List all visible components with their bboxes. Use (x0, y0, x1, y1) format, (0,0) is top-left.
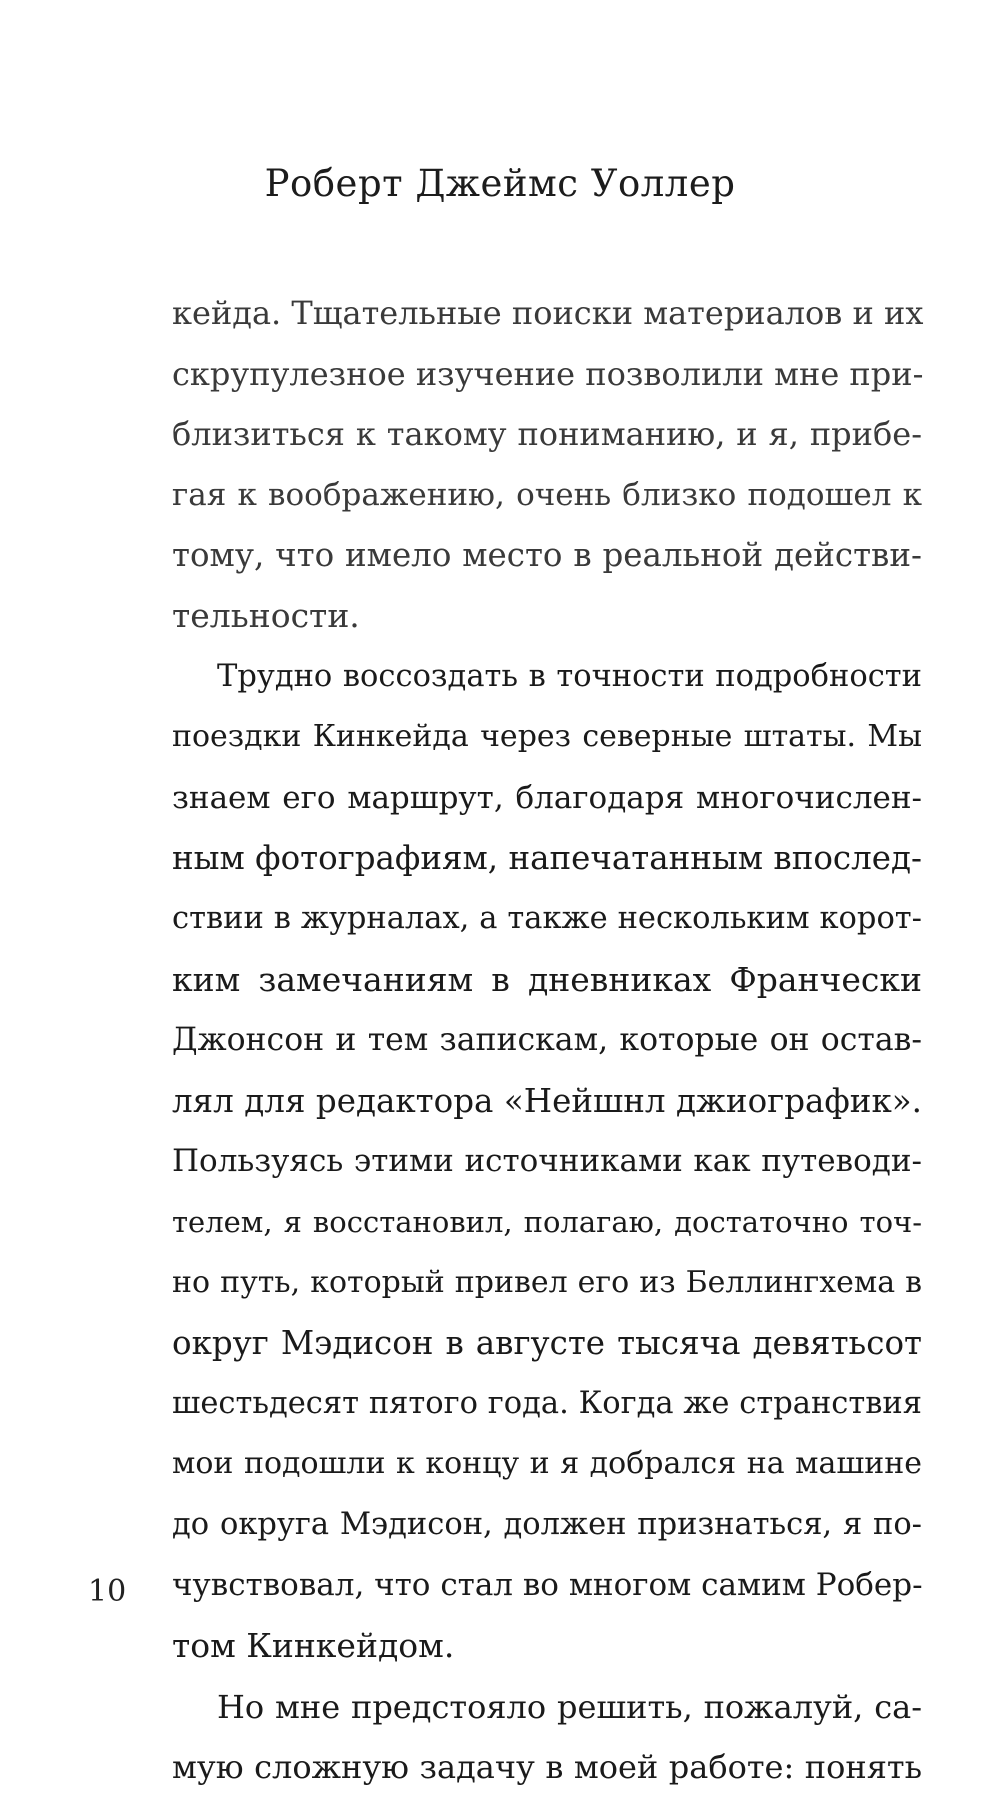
text-line: округ Мэдисон в августе тысяча девятьсот (172, 1324, 922, 1363)
text-line: до округа Мэдисон, должен признаться, я по- (172, 1506, 922, 1542)
text-line: ствии в журналах, а также нескольким корот- (172, 900, 922, 936)
text-line: ным фотографиям, напечатанным впослед- (172, 839, 922, 878)
text-line: телем, я восстановил, полагаю, достаточно точ- (172, 1204, 922, 1239)
paragraph-start-line: Трудно воссоздать в точности подробности (217, 658, 922, 694)
text-line: близиться к такому пониманию, и я, прибе- (172, 415, 922, 454)
running-head-author: Роберт Джеймс Уоллер (264, 162, 736, 205)
text-line: чувствовал, что стал во многом самим Робер- (172, 1567, 923, 1604)
text-line: том Кинкейдом. (172, 1626, 455, 1666)
text-line: тому, что имело место в реальной действи- (172, 536, 922, 575)
text-line: мую сложную задачу в моей работе: понять (172, 1748, 922, 1787)
text-line: Пользуясь этими источниками как путеводи- (172, 1143, 922, 1180)
text-line: поездки Кинкейда через северные штаты. Мы (172, 719, 922, 755)
text-line: шестьдесят пятого года. Когда же странствия (172, 1385, 922, 1421)
text-line: знаем его маршрут, благодаря многочислен- (172, 779, 922, 816)
text-line: лял для редактора «Нейшнл джиографик». (172, 1081, 922, 1120)
text-line: скрупулезное изучение позволили мне при- (172, 354, 924, 393)
text-line: кейда. Тщательные поиски материалов и их (172, 294, 924, 332)
text-line: Джонсон и тем запискам, которые он остав- (172, 1022, 922, 1059)
text-line: ким замечаниям в дневниках Франчески (172, 959, 922, 999)
page-number: 10 (88, 1574, 127, 1609)
text-line: но путь, который привел его из Беллингхема в (172, 1264, 922, 1300)
body-text (172, 283, 922, 1798)
text-line: гая к воображению, очень близко подошел к (172, 476, 922, 513)
text-line: тельности. (172, 595, 360, 635)
paragraph-start-line: Но мне предстояло решить, пожалуй, са- (217, 1687, 922, 1726)
text-line: мои подошли к концу и я добрался на машине (172, 1446, 922, 1482)
